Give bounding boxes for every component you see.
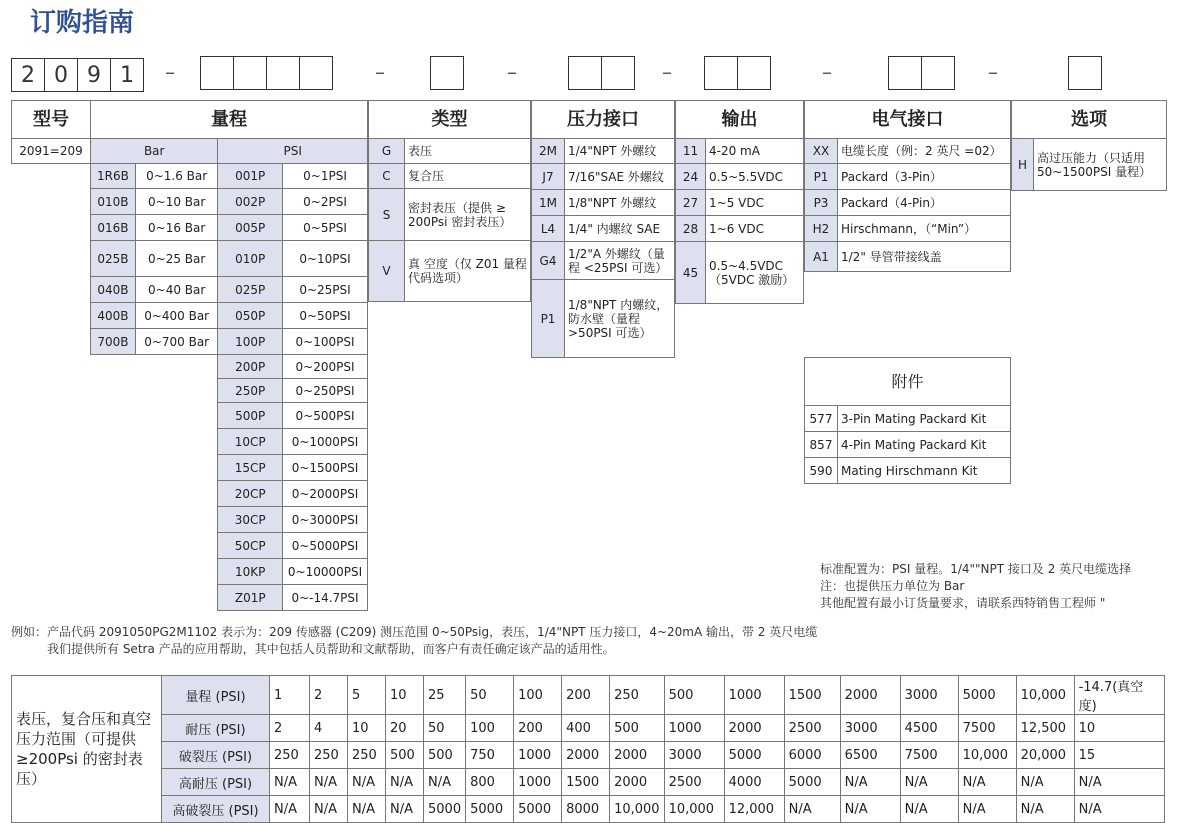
pressure-value: 250: [348, 742, 386, 769]
pressure-value: N/A: [270, 796, 310, 823]
pressure-value: N/A: [1016, 796, 1074, 823]
code-slot[interactable]: [568, 56, 602, 90]
electrical-code: A1: [805, 242, 838, 272]
header-accessories: 附件: [805, 358, 1011, 406]
electrical-desc: Packard（3-Pin）: [838, 164, 1011, 190]
example-line: 我们提供所有 Setra 产品的应用帮助，其中包括人员帮助和文献帮助，而客户有责任确定该产品的适用性。: [47, 642, 615, 656]
psi-value: 0~1PSI: [283, 164, 368, 189]
port-code: 2M: [532, 139, 565, 164]
electrical-desc: Packard（4-Pin）: [838, 190, 1011, 216]
bar-value: 0~25 Bar: [135, 241, 218, 277]
code-slot[interactable]: [888, 56, 922, 90]
psi-value: 0~3000PSI: [283, 507, 368, 533]
range-bar-label: Bar: [91, 139, 218, 164]
psi-value: 0~5PSI: [283, 215, 368, 241]
code-separator: –: [988, 60, 998, 84]
pressure-value: 2000: [840, 676, 900, 715]
accessory-desc: Mating Hirschmann Kit: [838, 458, 1011, 484]
pressure-value: 4500: [900, 715, 958, 742]
pressure-value: 400: [562, 715, 610, 742]
range-table: [90, 100, 368, 611]
psi-value: 0~-14.7PSI: [283, 585, 368, 611]
note-line: 标准配置为：PSI 量程。1/4""NPT 接口及 2 英尺电缆选择: [820, 562, 1132, 576]
code-digit: 9: [77, 58, 111, 92]
pressure-row-label: 耐压 (PSI): [162, 715, 270, 742]
range-row: [91, 189, 368, 215]
type-desc: 真 空度（仅 Z01 量程代码选项）: [405, 241, 531, 302]
electrical-desc: 电缆长度（例：2 英尺 =02）: [838, 139, 1011, 164]
code-digit: 2: [11, 58, 45, 92]
pressure-value: N/A: [958, 796, 1016, 823]
output-desc: 1~6 VDC: [706, 216, 804, 242]
range-row: [91, 164, 368, 189]
note-line: 注：也提供压力单位为 Bar: [820, 579, 965, 593]
pressure-value: N/A: [386, 769, 424, 796]
accessory-code: 857: [805, 432, 838, 458]
pressure-value: 3000: [664, 742, 724, 769]
pressure-value: 200: [514, 715, 562, 742]
psi-value: 0~25PSI: [283, 277, 368, 303]
code-slot[interactable]: [233, 56, 267, 90]
pressure-value: 250: [270, 742, 310, 769]
pressure-value: 500: [386, 742, 424, 769]
pressure-value: 20,000: [1016, 742, 1074, 769]
pressure-value: 100: [514, 676, 562, 715]
pressure-value: 10,000: [664, 796, 724, 823]
pressure-value: 10: [1074, 715, 1164, 742]
pressure-value: 1500: [562, 769, 610, 796]
pressure-value: 8000: [562, 796, 610, 823]
header-pressure-port: 压力接口: [532, 101, 675, 139]
port-code: P1: [532, 280, 565, 358]
type-code: S: [369, 189, 405, 241]
electrical-code: P1: [805, 164, 838, 190]
pressure-value: 10,000: [958, 742, 1016, 769]
pressure-row: [12, 715, 1165, 742]
pressure-value: 250: [310, 742, 348, 769]
bar-value: 0~1.6 Bar: [135, 164, 218, 189]
pressure-row-label: 高耐压 (PSI): [162, 769, 270, 796]
range-row: [91, 303, 368, 329]
electrical-table: [804, 100, 1011, 272]
psi-code: 10CP: [218, 429, 283, 455]
bar-code: 040B: [91, 277, 136, 303]
code-digit: 1: [110, 58, 144, 92]
pressure-value: 50: [424, 715, 466, 742]
bar-value: 0~40 Bar: [135, 277, 218, 303]
psi-code: 15CP: [218, 455, 283, 481]
type-code: G: [369, 139, 405, 164]
code-separator: –: [662, 60, 672, 84]
pressure-value: N/A: [1016, 769, 1074, 796]
header-type: 类型: [369, 101, 531, 139]
port-code: L4: [532, 216, 565, 242]
code-separator: –: [375, 60, 385, 84]
pressure-value: 200: [562, 676, 610, 715]
pressure-value: 1: [270, 676, 310, 715]
range-row: [91, 241, 368, 277]
bar-code: 016B: [91, 215, 136, 241]
pressure-value: 1000: [724, 676, 784, 715]
pressure-value: 7500: [900, 742, 958, 769]
pressure-value: 500: [610, 715, 665, 742]
pressure-value: 12,500: [1016, 715, 1074, 742]
output-code: 11: [676, 139, 706, 164]
type-table: [368, 100, 531, 302]
pressure-value: 1500: [784, 676, 840, 715]
pressure-value: 2000: [562, 742, 610, 769]
pressure-value: N/A: [840, 796, 900, 823]
pressure-value: 10: [348, 715, 386, 742]
pressure-value: 50: [466, 676, 514, 715]
pressure-value: N/A: [348, 796, 386, 823]
electrical-code: XX: [805, 139, 838, 164]
output-code: 28: [676, 216, 706, 242]
range-row: [91, 329, 368, 355]
range-row: [91, 355, 368, 379]
note-line: 其他配置有最小订货量要求，请联系西特销售工程师 ": [820, 596, 1106, 610]
psi-value: 0~10PSI: [283, 241, 368, 277]
output-desc: 1~5 VDC: [706, 190, 804, 216]
electrical-code: P3: [805, 190, 838, 216]
pressure-value: 1000: [664, 715, 724, 742]
psi-code: 250P: [218, 379, 283, 403]
psi-code: 500P: [218, 403, 283, 429]
psi-value: 0~1000PSI: [283, 429, 368, 455]
pressure-value: N/A: [424, 769, 466, 796]
pressure-value: 25: [424, 676, 466, 715]
code-slot[interactable]: [430, 56, 464, 90]
port-table: [531, 100, 675, 358]
code-slot[interactable]: [601, 56, 635, 90]
header-electrical: 电气接口: [805, 101, 1011, 139]
accessory-desc: 3-Pin Mating Packard Kit: [838, 406, 1011, 432]
pressure-value: 1000: [514, 742, 562, 769]
code-separator: –: [507, 60, 517, 84]
output-desc: 4-20 mA: [706, 139, 804, 164]
pressure-value: 2500: [664, 769, 724, 796]
electrical-desc: 1/2" 导管带接线盖: [838, 242, 1011, 272]
pressure-value: 5000: [514, 796, 562, 823]
code-separator: –: [822, 60, 832, 84]
type-desc: 密封表压（提供 ≥ 200Psi 密封表压）: [405, 189, 531, 241]
pressure-value: 2000: [610, 742, 665, 769]
range-row: [91, 215, 368, 241]
psi-code: 10KP: [218, 559, 283, 585]
pressure-value: N/A: [386, 796, 424, 823]
example-line: 例如：产品代码 2091050PG2M1102 表示为：209 传感器 (C209) 测压范围 0~50Psig，表压，1/4"NPT 压力接口，4~20mA 输出，带 2 英尺电缆: [11, 625, 818, 639]
type-code: V: [369, 241, 405, 302]
output-desc: 0.5~5.5VDC: [706, 164, 804, 190]
bar-value: 0~400 Bar: [135, 303, 218, 329]
pressure-value: 2: [270, 715, 310, 742]
code-slot[interactable]: [921, 56, 955, 90]
psi-code: 30CP: [218, 507, 283, 533]
pressure-row: [12, 769, 1165, 796]
bar-value: 0~10 Bar: [135, 189, 218, 215]
pressure-value: 2000: [724, 715, 784, 742]
port-desc: 1/4"NPT 外螺纹: [565, 139, 675, 164]
option-desc: 高过压能力（只适用 50~1500PSI 量程）: [1034, 139, 1167, 191]
pressure-value: -14.7(真空度): [1074, 676, 1164, 715]
port-desc: 7/16"SAE 外螺纹: [565, 164, 675, 190]
pressure-value: N/A: [840, 769, 900, 796]
pressure-value: N/A: [958, 769, 1016, 796]
pressure-value: 6000: [784, 742, 840, 769]
pressure-value: 15: [1074, 742, 1164, 769]
pressure-value: 800: [466, 769, 514, 796]
header-model: 型号: [12, 101, 91, 139]
pressure-group-label: 表压，复合压和真空压力范围（可提供 ≥200Psi 的密封表压）: [12, 676, 162, 823]
pressure-value: N/A: [310, 796, 348, 823]
pressure-value: 10: [386, 676, 424, 715]
pressure-row: [12, 742, 1165, 769]
pressure-value: 3000: [840, 715, 900, 742]
psi-value: 0~50PSI: [283, 303, 368, 329]
type-desc: 复合压: [405, 164, 531, 189]
psi-value: 0~100PSI: [283, 329, 368, 355]
accessory-desc: 4-Pin Mating Packard Kit: [838, 432, 1011, 458]
psi-value: 0~5000PSI: [283, 533, 368, 559]
bar-code: 1R6B: [91, 164, 136, 189]
pressure-row-label: 破裂压 (PSI): [162, 742, 270, 769]
bar-code: 700B: [91, 329, 136, 355]
bar-code: 400B: [91, 303, 136, 329]
psi-value: 0~1500PSI: [283, 455, 368, 481]
pressure-value: N/A: [784, 796, 840, 823]
range-psi-label: PSI: [218, 139, 368, 164]
output-code: 24: [676, 164, 706, 190]
psi-value: 0~250PSI: [283, 379, 368, 403]
pressure-value: 5: [348, 676, 386, 715]
pressure-value: 5000: [724, 742, 784, 769]
psi-code: 050P: [218, 303, 283, 329]
accessory-code: 590: [805, 458, 838, 484]
pressure-row: [12, 796, 1165, 823]
pressure-value: 2000: [610, 769, 665, 796]
pressure-value: 2: [310, 676, 348, 715]
pressure-value: 10,000: [610, 796, 665, 823]
code-separator: –: [165, 60, 175, 84]
output-code: 45: [676, 242, 706, 304]
model-value: 2091=209: [12, 139, 91, 164]
psi-value: 0~10000PSI: [283, 559, 368, 585]
psi-code: Z01P: [218, 585, 283, 611]
psi-code: 200P: [218, 355, 283, 379]
code-slot[interactable]: [737, 56, 771, 90]
output-desc: 0.5~4.5VDC （5VDC 激励）: [706, 242, 804, 304]
psi-value: 0~500PSI: [283, 403, 368, 429]
example-block: [11, 624, 1171, 658]
bar-value: 0~16 Bar: [135, 215, 218, 241]
accessories-table: [804, 357, 1011, 484]
pressure-value: 100: [466, 715, 514, 742]
electrical-desc: Hirschmann，（“Min”）: [838, 216, 1011, 242]
psi-code: 010P: [218, 241, 283, 277]
psi-code: 005P: [218, 215, 283, 241]
psi-value: 0~2000PSI: [283, 481, 368, 507]
pressure-value: 5000: [958, 676, 1016, 715]
pressure-value: N/A: [348, 769, 386, 796]
psi-code: 025P: [218, 277, 283, 303]
code-slot[interactable]: [704, 56, 738, 90]
pressure-value: N/A: [900, 769, 958, 796]
psi-code: 002P: [218, 189, 283, 215]
pressure-value: N/A: [1074, 796, 1164, 823]
pressure-value: 20: [386, 715, 424, 742]
port-code: G4: [532, 242, 565, 280]
header-options: 选项: [1012, 101, 1167, 139]
model-table: [11, 100, 91, 164]
pressure-value: 6500: [840, 742, 900, 769]
pressure-value: N/A: [310, 769, 348, 796]
pressure-value: 4: [310, 715, 348, 742]
psi-code: 20CP: [218, 481, 283, 507]
psi-code: 001P: [218, 164, 283, 189]
output-table: [675, 100, 804, 304]
pressure-value: 500: [424, 742, 466, 769]
pressure-value: 4000: [724, 769, 784, 796]
type-code: C: [369, 164, 405, 189]
psi-value: 0~2PSI: [283, 189, 368, 215]
pressure-value: 500: [664, 676, 724, 715]
bar-code: 025B: [91, 241, 136, 277]
range-row: [91, 277, 368, 303]
pressure-row-label: 高破裂压 (PSI): [162, 796, 270, 823]
accessory-code: 577: [805, 406, 838, 432]
pressure-value: N/A: [270, 769, 310, 796]
pressure-value: 3000: [900, 676, 958, 715]
pressure-value: 12,000: [724, 796, 784, 823]
pressure-value: 5000: [466, 796, 514, 823]
code-slot[interactable]: [299, 56, 333, 90]
option-code: H: [1012, 139, 1034, 191]
port-desc: 1/8"NPT 外螺纹: [565, 190, 675, 216]
header-range: 量程: [91, 101, 368, 139]
pressure-row: [12, 676, 1165, 715]
notes-block: [820, 561, 1170, 612]
pressure-value: 1000: [514, 769, 562, 796]
options-table: [1011, 100, 1167, 191]
port-desc: 1/8"NPT 内螺纹，防水壁（量程 >50PSI 可选）: [565, 280, 675, 358]
pressure-rating-table: [11, 675, 1165, 823]
pressure-value: 250: [610, 676, 665, 715]
pressure-value: 5000: [784, 769, 840, 796]
port-code: 1M: [532, 190, 565, 216]
pressure-value: N/A: [900, 796, 958, 823]
electrical-code: H2: [805, 216, 838, 242]
port-code: J7: [532, 164, 565, 190]
pressure-value: N/A: [1074, 769, 1164, 796]
port-desc: 1/2"A 外螺纹（量程 <25PSI 可选）: [565, 242, 675, 280]
bar-code: 010B: [91, 189, 136, 215]
pressure-value: 2500: [784, 715, 840, 742]
psi-code: 50CP: [218, 533, 283, 559]
header-output: 输出: [676, 101, 804, 139]
port-desc: 1/4" 内螺纹 SAE: [565, 216, 675, 242]
pressure-value: 5000: [424, 796, 466, 823]
pressure-row-label: 量程 (PSI): [162, 676, 270, 715]
pressure-value: 7500: [958, 715, 1016, 742]
code-digit: 0: [44, 58, 78, 92]
output-code: 27: [676, 190, 706, 216]
empty-cell: [91, 355, 218, 611]
psi-code: 100P: [218, 329, 283, 355]
code-slot[interactable]: [1068, 56, 1102, 90]
type-desc: 表压: [405, 139, 531, 164]
bar-value: 0~700 Bar: [135, 329, 218, 355]
page-title: 订购指南: [30, 8, 135, 38]
code-slot[interactable]: [200, 56, 234, 90]
psi-value: 0~200PSI: [283, 355, 368, 379]
pressure-value: 10,000: [1016, 676, 1074, 715]
pressure-value: 750: [466, 742, 514, 769]
code-slot[interactable]: [266, 56, 300, 90]
